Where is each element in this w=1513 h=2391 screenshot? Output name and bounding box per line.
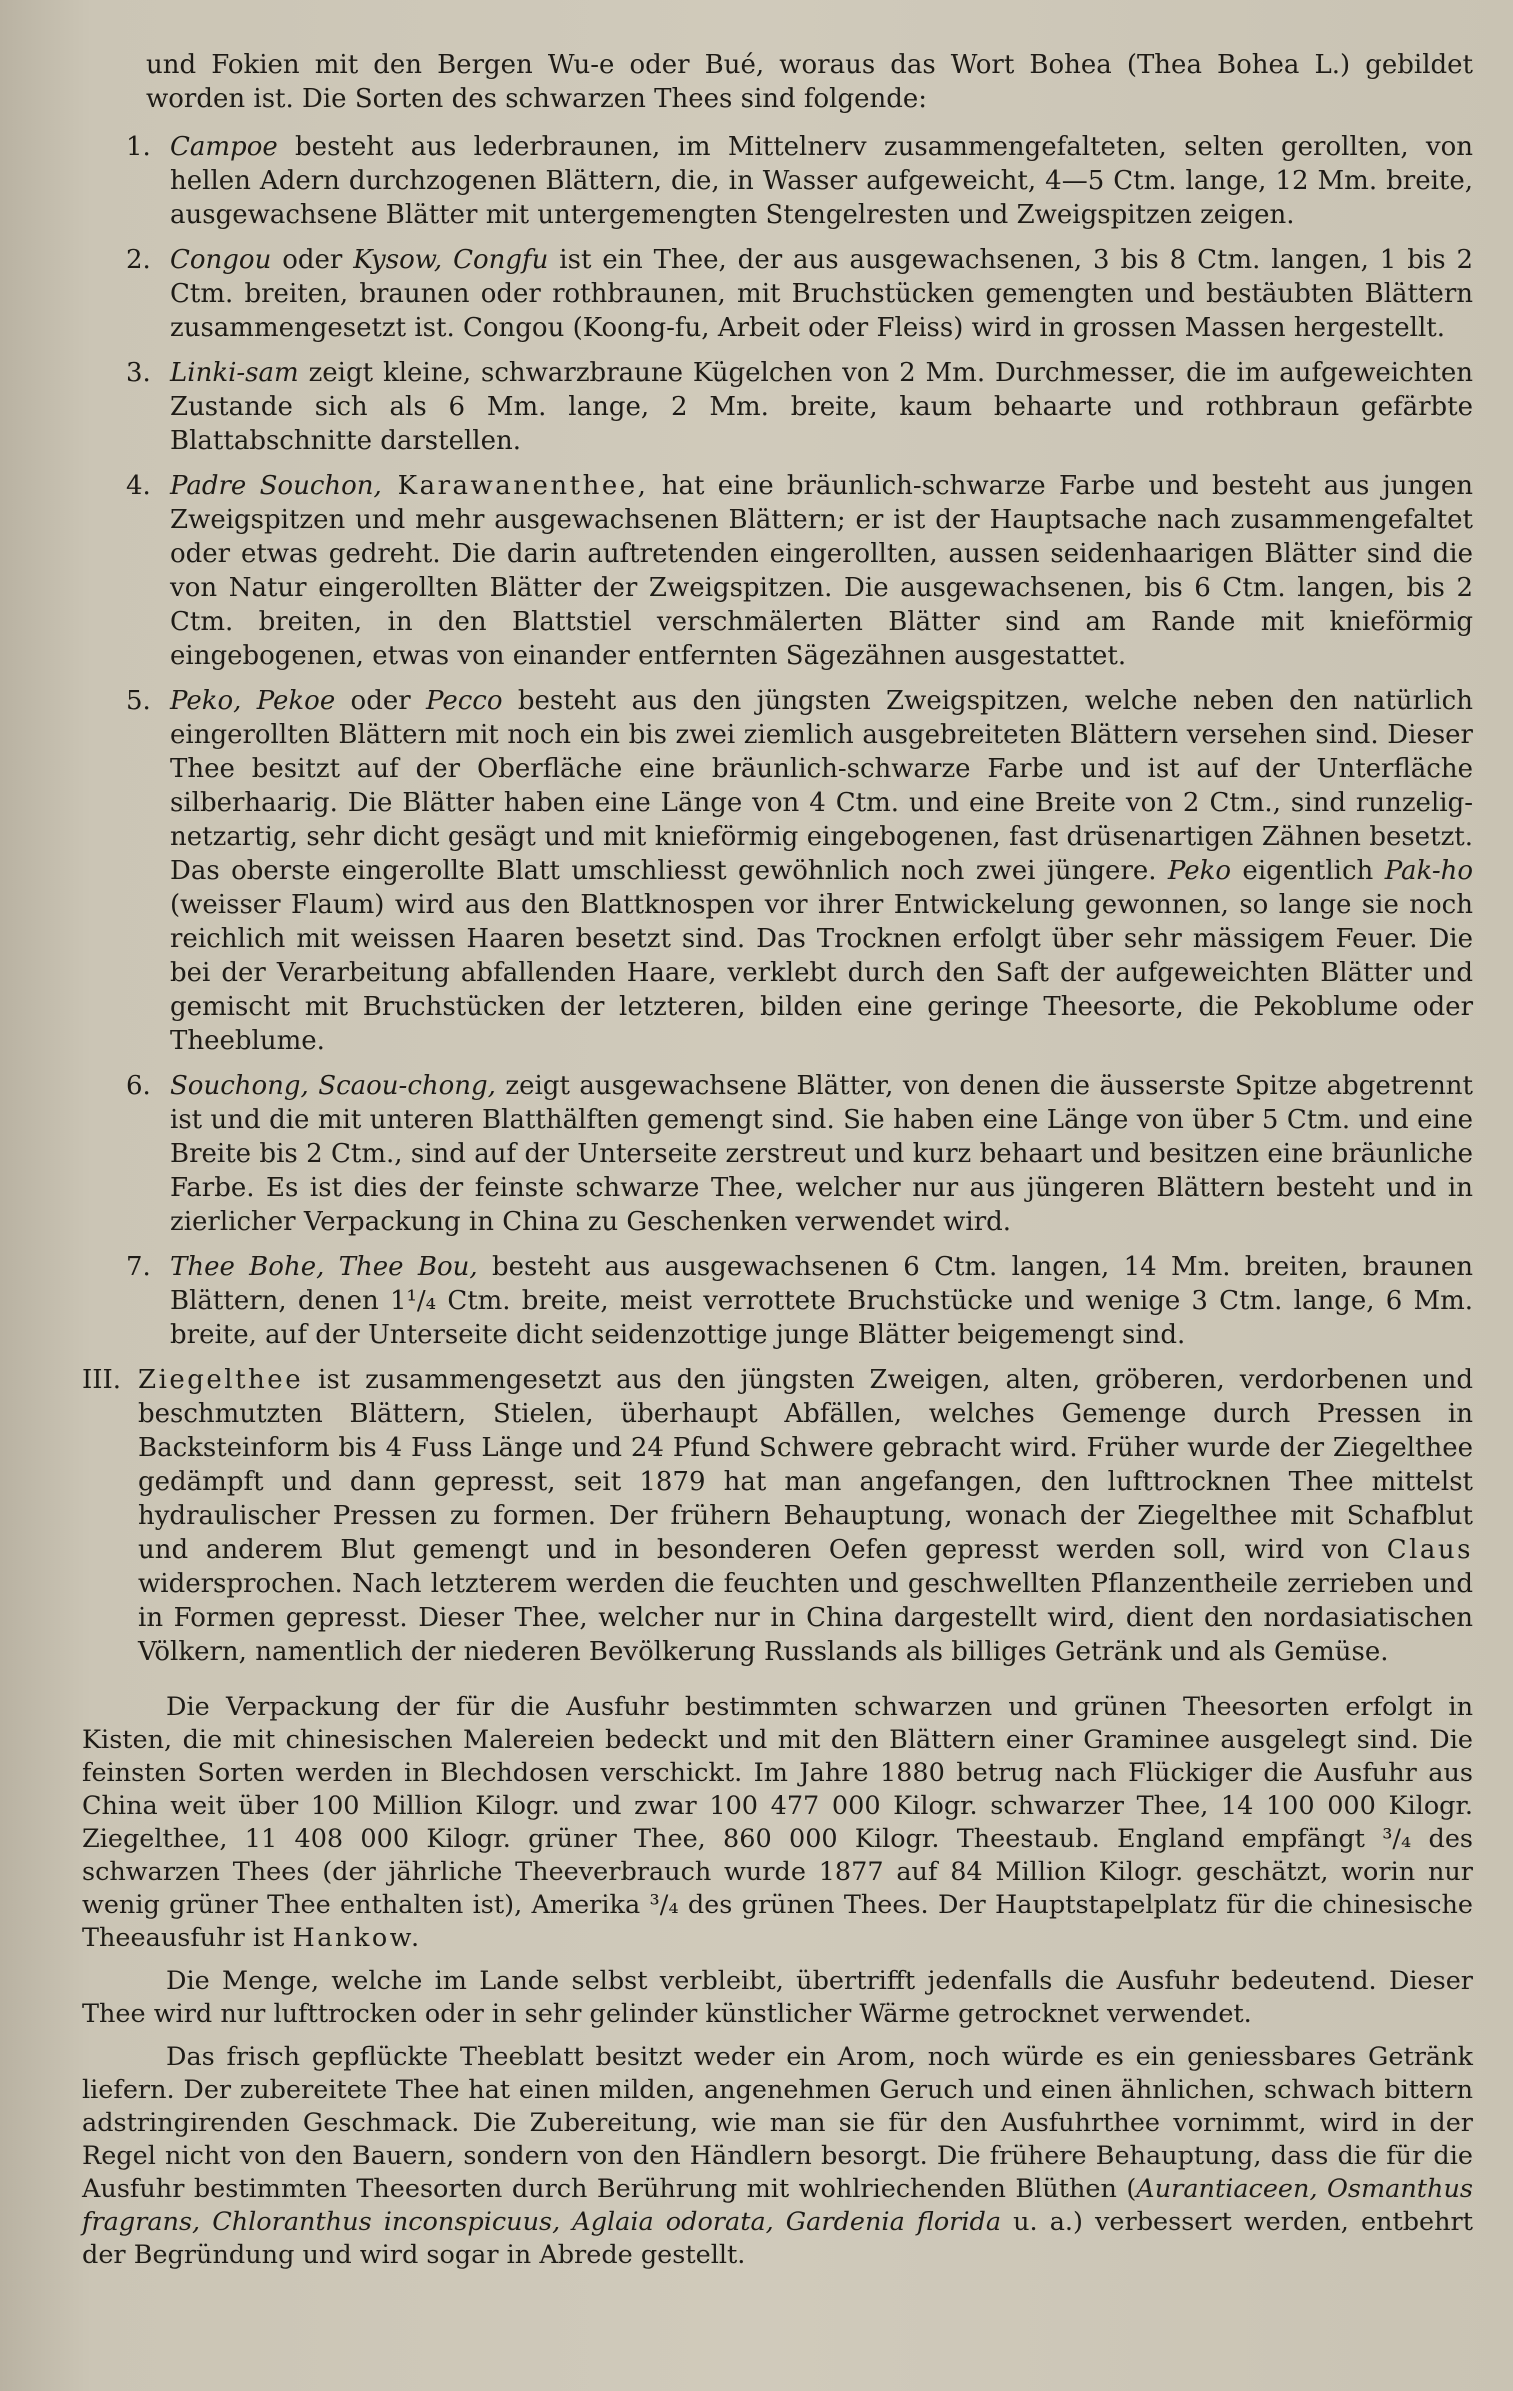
author-name: Claus bbox=[1386, 1535, 1473, 1565]
tea-item-4 bbox=[82, 469, 1473, 673]
item-text: hat eine bräunlich-schwarze Farbe und besteht aus jungen Zweigspitzen und mehr ausgewachsenen Blättern; er ist der Hauptsache nach zusammengefaltet oder etwas gedreht. Die darin auftretenden eingerollten, aussen seidenhaarigen Blätter sind die von Natur eingerollten Blätter der Zweigspitzen. Die ausgewachsenen, bis 6 Ctm. langen, bis 2 Ctm. breiten, in den Blattstiel verschmälerten Blätter sind am Rande mit knieförmig eingebogenen, etwas von einander entfernten Sägezähnen ausgestattet. bbox=[170, 471, 1473, 671]
domestic-paragraph: Die Menge, welche im Lande selbst verbleibt, übertrifft jedenfalls die Ausfuhr bedeutend. Dieser Thee wird nur lufttrocken oder in sehr gelinder künstlicher Wärme getrocknet verwendet. bbox=[82, 1966, 1473, 2029]
packaging-paragraph bbox=[82, 1691, 1473, 1955]
item-number: 1. bbox=[126, 132, 151, 162]
item-lead: Linki-sam bbox=[170, 358, 299, 388]
item-text: ist ein Thee, der aus ausgewachsenen, 3 bis 8 Ctm. langen, 1 bis 2 Ctm. breiten, braunen oder rothbraunen, mit Bruchstücken gemengten und bestäubten Blättern zusammengesetzt ist. Congou (Koong-fu, Arbeit oder Fleiss) wird in grossen Massen hergestellt. bbox=[170, 245, 1473, 343]
item-number: 2. bbox=[126, 245, 151, 275]
item-lead: Thee Bohe, Thee Bou, bbox=[170, 1252, 478, 1282]
tea-item-5 bbox=[82, 684, 1473, 1058]
section-number: III. bbox=[82, 1365, 122, 1395]
item-text-3: (weisser Flaum) wird aus den Blattknospen vor ihrer Entwickelung gewonnen, so lange sie noch reichlich mit weissen Haaren besetzt sind. Das Trocknen erfolgt über sehr mässigem Feuer. Die bei der Verarbeitung abfallenden Haare, verklebt durch den Saft der aufgeweichten Blätter und gemischt mit Bruchstücken der letzteren, bilden eine geringe Theesorte, die Pekoblume oder Theeblume. bbox=[170, 890, 1473, 1056]
item-connector: oder bbox=[335, 686, 427, 716]
item-text: zeigt ausgewachsene Blätter, von denen die äusserste Spitze abgetrennt ist und die mit unteren Blatthälften gemengt sind. Sie haben eine Länge von über 5 Ctm. und eine Breite bis 2 Ctm., sind auf der Unterseite zerstreut und kurz behaart und besitzen eine bräunliche Farbe. Es ist dies der feinste schwarze Thee, welcher nur aus jüngeren Blättern besteht und in zierlicher Verpackung in China zu Geschenken verwendet wird. bbox=[170, 1071, 1474, 1237]
item-number: 5. bbox=[126, 686, 151, 716]
item-number: 4. bbox=[126, 471, 151, 501]
item-text: besteht aus den jüngsten Zweigspitzen, welche neben den natürlich eingerollten Blättern mit noch ein bis zwei ziemlich ausgebreiteten Blättern versehen sind. Dieser Thee besitzt auf der Oberfläche eine bräunlich-schwarze Farbe und ist auf der Unterfläche silberhaarig. Die Blätter haben eine Länge von 4 Ctm. und eine Breite von 2 Ctm., sind runzelig-netzartig, sehr dicht gesägt und mit knieförmig eingebogenen, fast drüsenartigen Zähnen besetzt. Das oberste eingerollte Blatt umschliesst gewöhnlich noch zwei jüngere. bbox=[170, 686, 1473, 886]
item-lead-3: Peko bbox=[1167, 856, 1232, 886]
item-lead: Souchong, Scaou-chong, bbox=[170, 1071, 496, 1101]
tea-item-6 bbox=[82, 1069, 1473, 1239]
intro-paragraph: und Fokien mit den Bergen Wu-e oder Bué, woraus das Wort Bohea (Thea Bohea L.) gebildet worden ist. Die Sorten des schwarzen Thees sind folgende: bbox=[146, 50, 1473, 114]
section-term: Ziegelthee bbox=[138, 1365, 304, 1395]
item-lead-4: Pak-ho bbox=[1384, 856, 1473, 886]
item-lead: Peko, Pekoe bbox=[170, 686, 336, 716]
item-lead-2: Pecco bbox=[426, 686, 503, 716]
item-number: 6. bbox=[126, 1071, 151, 1101]
item-text: zeigt kleine, schwarzbraune Kügelchen von 2 Mm. Durchmesser, die im aufgeweichten Zustande sich als 6 Mm. lange, 2 Mm. breite, kaum behaarte und rothbraun gefärbte Blattabschnitte darstellen. bbox=[170, 358, 1473, 456]
tea-item-7 bbox=[82, 1250, 1473, 1352]
tea-item-2 bbox=[82, 243, 1473, 345]
item-number: 7. bbox=[126, 1252, 151, 1282]
section-text-2: widersprochen. Nach letzterem werden die feuchten und geschwellten Pflanzentheile zerrieben und in Formen gepresst. Dieser Thee, welcher nur in China dargestellt wird, dient den nordasiatischen Völkern, namentlich der niederen Bevölkerung Russlands als billiges Getränk und als Gemüse. bbox=[138, 1569, 1473, 1667]
item-lead: Campoe bbox=[170, 132, 278, 162]
plant-names: Aurantiaceen, Osmanthus fragrans, Chloranthus inconspicuus, Aglaia odorata, Gardenia florida bbox=[82, 2174, 1473, 2237]
paragraph-text: Die Verpackung der für die Ausfuhr bestimmten schwarzen und grünen Theesorten erfolgt in Kisten, die mit chinesischen Malereien bedeckt und mit den Blättern einer Graminee ausgelegt sind. Die feinsten Sorten werden in Blechdosen verschickt. Im Jahre 1880 betrug nach Flückiger die Ausfuhr aus China weit über 100 Million Kilogr. und zwar 100 477 000 Kilogr. schwarzer Thee, 14 100 000 Kilogr. Ziegelthee, 11 408 000 Kilogr. grüner Thee, 860 000 Kilogr. Theestaub. England empfängt ³/₄ des schwarzen Thees (der jährliche Theeverbrauch wurde 1877 auf 84 Million Kilogr. geschätzt, worin nur wenig grüner Thee enthalten ist), Amerika ³/₄ des grünen Thees. Der Hauptstapelplatz für die chinesische Theeausfuhr ist bbox=[82, 1692, 1473, 1953]
section-iii-brick-tea bbox=[82, 1363, 1473, 1669]
section-text: ist zusammengesetzt aus den jüngsten Zweigen, alten, gröberen, verdorbenen und beschmutzten Blättern, Stielen, überhaupt Abfällen, welches Gemenge durch Pressen in Backsteinform bis 4 Fuss Länge und 24 Pfund Schwere gebracht wird. Früher wurde der Ziegelthee gedämpft und dann gepresst, seit 1879 hat man angefangen, den lufttrocknen Thee mittelst hydraulischer Pressen zu formen. Der frühern Behauptung, wonach der Ziegelthee mit Schafblut und anderem Blut gemengt und in besonderen Oefen gepresst werden soll, wird von bbox=[138, 1365, 1473, 1565]
tea-item-1 bbox=[82, 130, 1473, 232]
item-text: besteht aus lederbraunen, im Mittelnerv zusammengefalteten, selten gerollten, von hellen Adern durchzogenen Blättern, die, in Wasser aufgeweicht, 4—5 Ctm. lange, 12 Mm. breite, ausgewachsene Blätter mit untergemengten Stengelresten und Zweigspitzen zeigen. bbox=[170, 132, 1473, 230]
preparation-paragraph bbox=[82, 2041, 1473, 2272]
paragraph-text: Das frisch gepflückte Theeblatt besitzt weder ein Arom, noch würde es ein geniessbares Getränk liefern. Der zubereitete Thee hat einen milden, angenehmen Geruch und einen ähnlichen, schwach bittern adstringirenden Geschmack. Die Zubereitung, wie man sie für den Ausfuhrthee vornimmt, wird in der Regel nicht von den Bauern, sondern von den Händlern besorgt. Die frühere Behauptung, dass die für die Ausfuhr bestimmten Theesorten durch Berührung mit wohlriechenden Blüthen ( bbox=[82, 2042, 1473, 2204]
tea-item-3 bbox=[82, 356, 1473, 458]
item-lead-2: Kysow, Congfu bbox=[353, 245, 549, 275]
item-connector: oder bbox=[271, 245, 354, 275]
item-text: besteht aus ausgewachsenen 6 Ctm. langen, 14 Mm. breiten, braunen Blättern, denen 1¹/₄ Ctm. breite, meist verrottete Bruchstücke und wenige 3 Ctm. lange, 6 Mm. breite, auf der Unterseite dicht seidenzottige junge Blätter beigemengt sind. bbox=[170, 1252, 1473, 1350]
item-spaced-term: Karawanenthee, bbox=[381, 471, 649, 501]
item-lead: Congou bbox=[170, 245, 272, 275]
item-lead: Padre Souchon, bbox=[170, 471, 382, 501]
item-text-2: eigentlich bbox=[1231, 856, 1385, 886]
place-name: Hankow. bbox=[292, 1923, 422, 1953]
paragraph-text-2: u. a.) verbessert werden, entbehrt der Begründung und wird sogar in Abrede gestellt. bbox=[82, 2207, 1473, 2270]
item-number: 3. bbox=[126, 358, 151, 388]
